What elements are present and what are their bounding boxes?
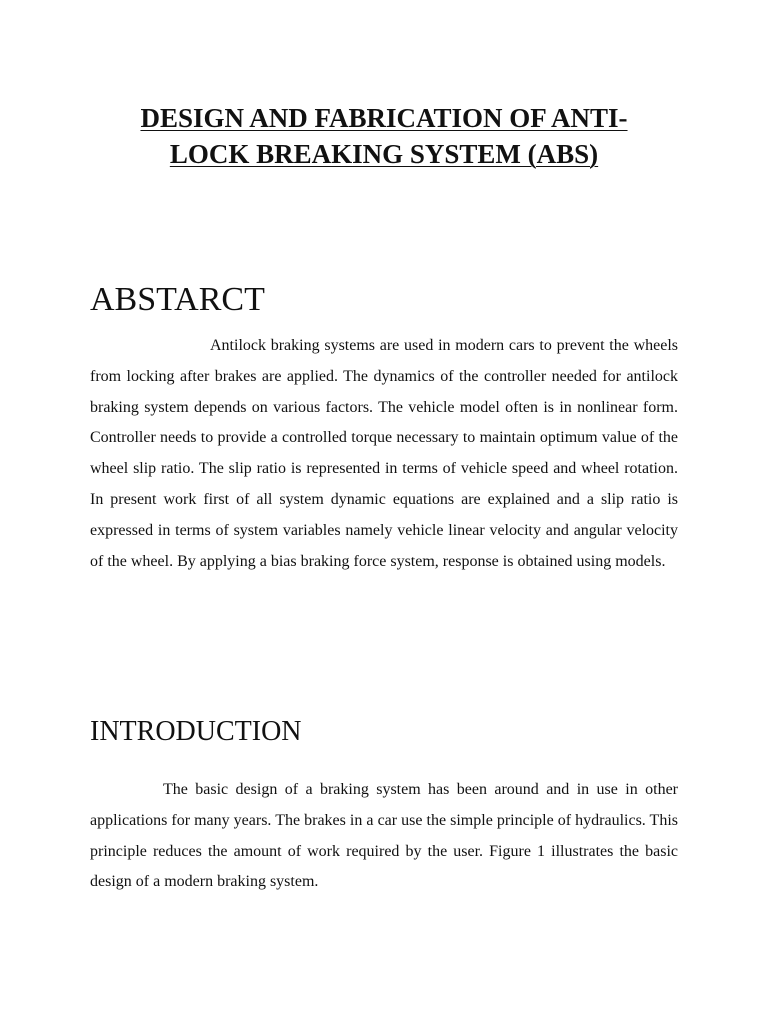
title-line-1: DESIGN AND FABRICATION OF ANTI- xyxy=(140,103,628,133)
title-line-2: LOCK BREAKING SYSTEM (ABS) xyxy=(169,139,599,169)
abstract-heading: ABSTARCT xyxy=(90,281,265,318)
introduction-heading: INTRODUCTION xyxy=(90,716,302,747)
introduction-paragraph: The basic design of a braking system has been around and in use in other applications for many years. The brakes in a car use the simple principle of hydraulics. This principle reduces the amount of work required by the user. Figure 1 illustrates the basic design of a modern braking system. xyxy=(90,781,678,891)
abstract-paragraph: Antilock braking systems are used in modern cars to prevent the wheels from locking after brakes are applied. The dynamics of the controller needed for antilock braking system depends on various factors. The vehicle model often is in nonlinear form. Controller needs to provide a controlled torque necessary to maintain optimum value of the wheel slip ratio. The slip ratio is represented in terms of vehicle speed and wheel rotation. In present work first of all system dynamic equations are explained and a slip ratio is expressed in terms of system variables namely vehicle linear velocity and angular velocity of the wheel. By applying a bias braking force system, response is obtained using models. xyxy=(90,337,678,570)
document-title xyxy=(0,100,768,172)
